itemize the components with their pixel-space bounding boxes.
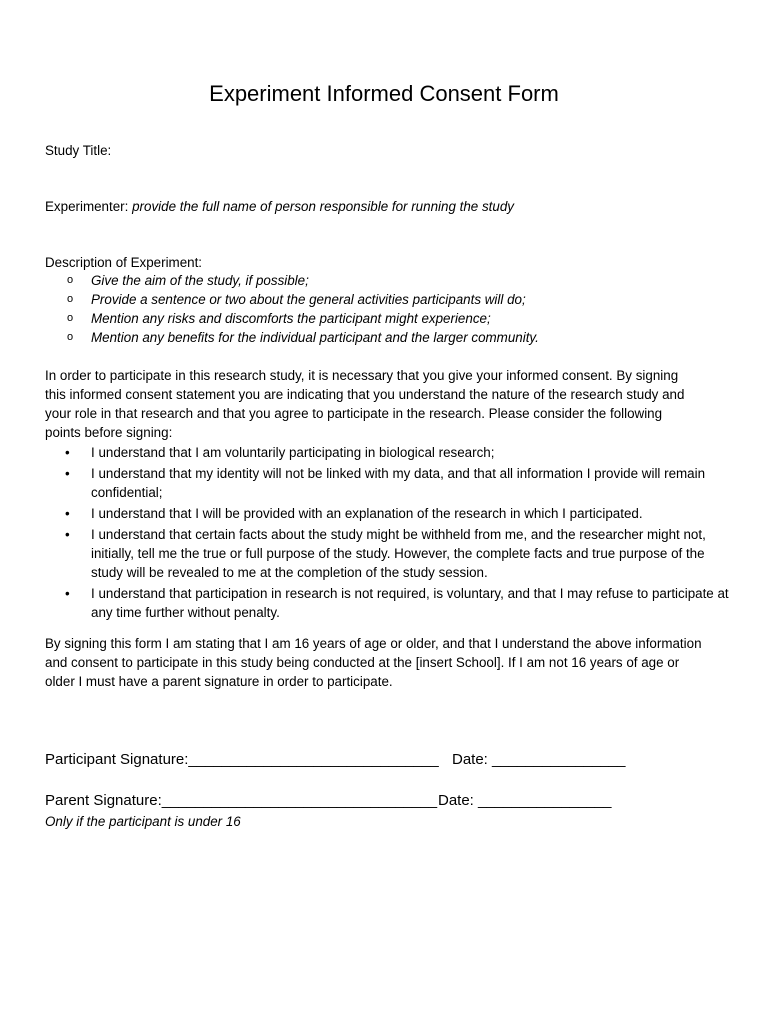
closing-paragraph: By signing this form I am stating that I am 16 years of age or older, and that I understand the above information and consent to participate in this study being conducted at the [insert School]. If I am not 16 years of age or older I must have a parent signature in order to participate.	[45, 636, 702, 689]
circle-bullet-icon: o	[67, 312, 74, 324]
experimenter-line	[45, 197, 514, 216]
list-item: • I understand that I am voluntarily participating in biological research;	[65, 445, 495, 460]
participant-signature-field[interactable]: Participant Signature:______________________________	[45, 751, 439, 768]
list-item: • I understand that my identity will not be linked with my data, and that all information I provide will remain confidential;	[65, 466, 706, 500]
bullet-icon: •	[65, 506, 70, 521]
parent-signature-field[interactable]: Parent Signature:_________________________________	[45, 792, 438, 809]
study-title-label: Study Title:	[45, 143, 112, 158]
list-item: o Mention any benefits for the individual participant and the larger community.	[67, 330, 539, 345]
parent-date-field[interactable]: Date: ________________	[438, 792, 612, 809]
bullet-icon: •	[65, 445, 70, 460]
circle-bullet-icon: o	[67, 331, 74, 343]
circle-bullet-icon: o	[67, 293, 74, 305]
parent-signature-row	[45, 791, 612, 811]
participant-signature-row	[45, 750, 626, 770]
description-list	[45, 271, 539, 347]
intro-paragraph: In order to participate in this research study, it is necessary that you give your informed consent. By signing this informed consent statement you are indicating that you understand the nature of the research study and your role in that research and that you agree to participate in the research. Please consider the following points before signing:	[45, 368, 685, 440]
page-title: Experiment Informed Consent Form	[209, 81, 559, 106]
bullet-icon: •	[65, 466, 70, 481]
circle-bullet-icon: o	[67, 274, 74, 286]
list-item: • I understand that certain facts about the study might be withheld from me, and the researcher might not, initially, tell me the true or full purpose of the study. However, the complete facts and true purpose of the study will be revealed to me at the completion of the study session.	[65, 527, 706, 580]
bullet-icon: •	[65, 586, 70, 601]
experimenter-label: Experimenter:	[45, 199, 129, 214]
consent-points-list	[45, 443, 735, 624]
list-item: o Mention any risks and discomforts the participant might experience;	[67, 311, 491, 326]
list-item: o Provide a sentence or two about the general activities participants will do;	[67, 292, 526, 307]
parent-signature-note: Only if the participant is under 16	[45, 814, 241, 829]
bullet-icon: •	[65, 527, 70, 542]
experimenter-hint: provide the full name of person responsible for running the study	[132, 199, 514, 214]
list-item: • I understand that I will be provided with an explanation of the research in which I participated.	[65, 506, 643, 521]
description-label: Description of Experiment:	[45, 255, 203, 270]
list-item: o Give the aim of the study, if possible;	[67, 273, 309, 288]
participant-date-field[interactable]: Date: ________________	[452, 751, 626, 768]
list-item: • I understand that participation in research is not required, is voluntary, and that I may refuse to participate at any time further without penalty.	[65, 586, 729, 620]
